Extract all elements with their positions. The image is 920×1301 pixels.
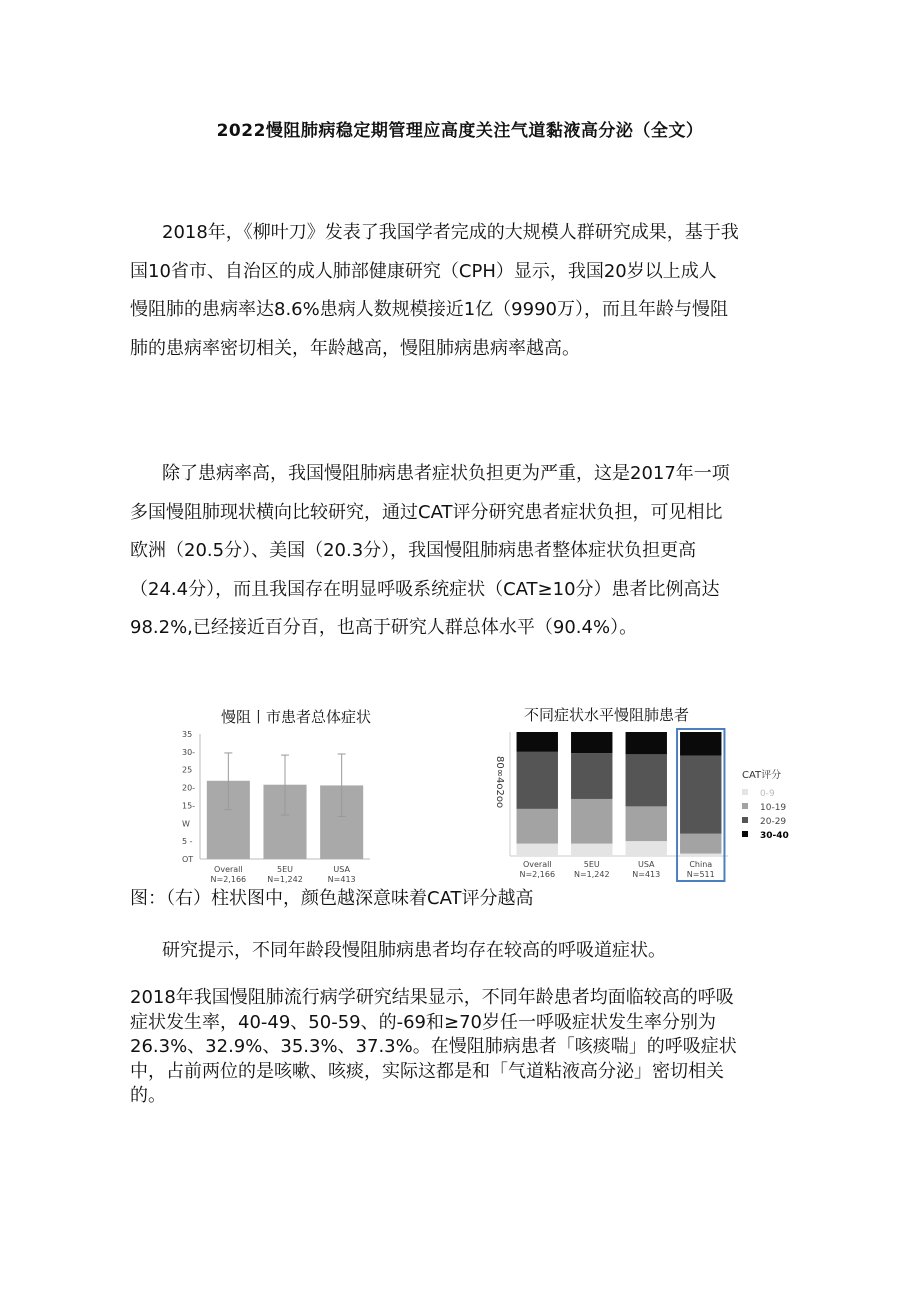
y-tick-label: 15- [182, 801, 196, 811]
y-tick-label: 20- [182, 783, 196, 793]
x-tick-label: 5EU [583, 860, 600, 869]
y-tick-label: 5 - [182, 837, 193, 847]
paragraph-line: （24.4分），而且我国存在明显呼吸系统症状（CAT≥10分）患者比例高达 [130, 578, 720, 600]
left-chart-title: 慢阻丨市患者总体症状 [221, 708, 372, 726]
x-tick-label: 5EU [277, 865, 293, 874]
stacked-segment-30-40 [626, 732, 667, 754]
stacked-segment-0-9 [626, 841, 667, 856]
legend-label: 0-9 [760, 789, 775, 799]
figure-caption: 图：（右）柱状图中，颜色越深意味着CAT评分越高 [130, 888, 534, 909]
x-tick-label: USA [333, 865, 350, 874]
stacked-segment-10-19 [517, 809, 558, 844]
paragraph-line: 症状发生率，40-49、50-59、的-69和≥70岁任一呼吸症状发生率分别为 [130, 1011, 716, 1033]
paragraph-line: 国10省市、自治区的成人肺部健康研究（CPH）显示，我国20岁以上成人 [130, 260, 717, 282]
x-tick-label: China [689, 860, 713, 869]
y-tick-label: 25 [182, 765, 193, 775]
stacked-segment-10-19 [626, 806, 667, 841]
stacked-segment-0-9 [571, 844, 612, 856]
x-tick-sublabel: N=413 [632, 870, 661, 879]
paragraph-age-symptoms [130, 986, 820, 1109]
legend-swatch [742, 803, 748, 809]
paragraph-line: 肺的患病率密切相关，年龄越高，慢阻肺病患病率越高。 [130, 337, 580, 359]
x-tick-sublabel: N=2,166 [210, 875, 247, 884]
paragraph-line: 2018年，《柳叶刀》发表了我国学者完成的大规模人群研究成果，基于我 [162, 222, 739, 243]
paragraph-prevalence [130, 214, 810, 368]
right-stacked-bar-chart [480, 724, 810, 890]
y-tick-label: 35 [182, 730, 193, 739]
stacked-segment-10-19 [571, 799, 612, 844]
legend-title: CAT评分 [742, 770, 782, 781]
y-axis-label: 80∞4o2oo [494, 756, 505, 809]
stacked-segment-0-9 [517, 844, 558, 856]
stacked-segment-30-40 [680, 732, 721, 756]
x-tick-label: Overall [522, 860, 552, 869]
paragraph-line: 的。 [130, 1085, 166, 1106]
y-tick-label: W [182, 819, 190, 829]
stacked-segment-20-29 [517, 752, 558, 809]
paragraph-line: 多国慢阻肺现状横向比较研究，通过CAT评分研究患者症状负担，可见相比 [130, 501, 723, 523]
paragraph-symptom-burden [130, 455, 810, 648]
left-bar-chart [160, 724, 380, 890]
legend-label: 20-29 [760, 817, 787, 827]
stacked-segment-20-29 [571, 753, 612, 799]
document-title: 2022慢阻肺病稳定期管理应高度关注气道黏液高分泌（全文） [216, 121, 704, 141]
stacked-segment-30-40 [571, 732, 612, 753]
paragraph-line: 2018年我国慢阻肺流行病学研究结果显示，不同年龄患者均面临较高的呼吸 [130, 987, 734, 1008]
y-tick-label: 30- [182, 747, 196, 757]
stacked-segment-0-9 [680, 854, 721, 856]
paragraph-line: 慢阻肺的患病率达8.6%患病人数规模接近1亿（9990万），而且年龄与慢阻 [130, 299, 728, 320]
research-note: 研究提示，不同年龄段慢阻肺病患者均存在较高的呼吸道症状。 [162, 940, 666, 961]
paragraph-line: 中，占前两位的是咳嗽、咳痰，实际这都是和「气道粘液高分泌」密切相关 [130, 1060, 724, 1082]
stacked-segment-20-29 [626, 754, 667, 806]
legend-label: 30-40 [760, 831, 789, 841]
paragraph-line: 26.3%、32.9%、35.3%、37.3%。在慢阻肺病患者「咳痰喘」的呼吸症状 [130, 1036, 737, 1057]
x-tick-sublabel: N=1,242 [573, 870, 610, 879]
paragraph-line: 欧洲（20.5分）、美国（20.3分），我国慢阻肺病患者整体症状负担更高 [130, 540, 697, 561]
right-chart-title: 不同症状水平慢阻肺患者 [524, 706, 690, 724]
x-tick-label: Overall [214, 865, 243, 874]
x-tick-sublabel: N=413 [327, 875, 356, 884]
x-tick-sublabel: N=1,242 [267, 875, 303, 884]
x-tick-sublabel: N=511 [686, 870, 715, 879]
legend-swatch [742, 817, 748, 823]
stacked-segment-30-40 [517, 732, 558, 752]
legend-label: 10-19 [760, 803, 787, 813]
paragraph-line: 98.2%,已经接近百分百，也高于研究人群总体水平（90.4%）。 [130, 617, 638, 638]
x-tick-sublabel: N=2,166 [519, 870, 556, 879]
legend-swatch [742, 831, 748, 837]
stacked-segment-10-19 [680, 834, 721, 854]
y-tick-label: OT [182, 855, 194, 864]
stacked-segment-20-29 [680, 756, 721, 834]
paragraph-line: 除了患病率高，我国慢阻肺病患者症状负担更为严重，这是2017年一项 [162, 463, 730, 484]
x-tick-label: USA [637, 860, 655, 869]
legend-swatch [742, 789, 748, 795]
